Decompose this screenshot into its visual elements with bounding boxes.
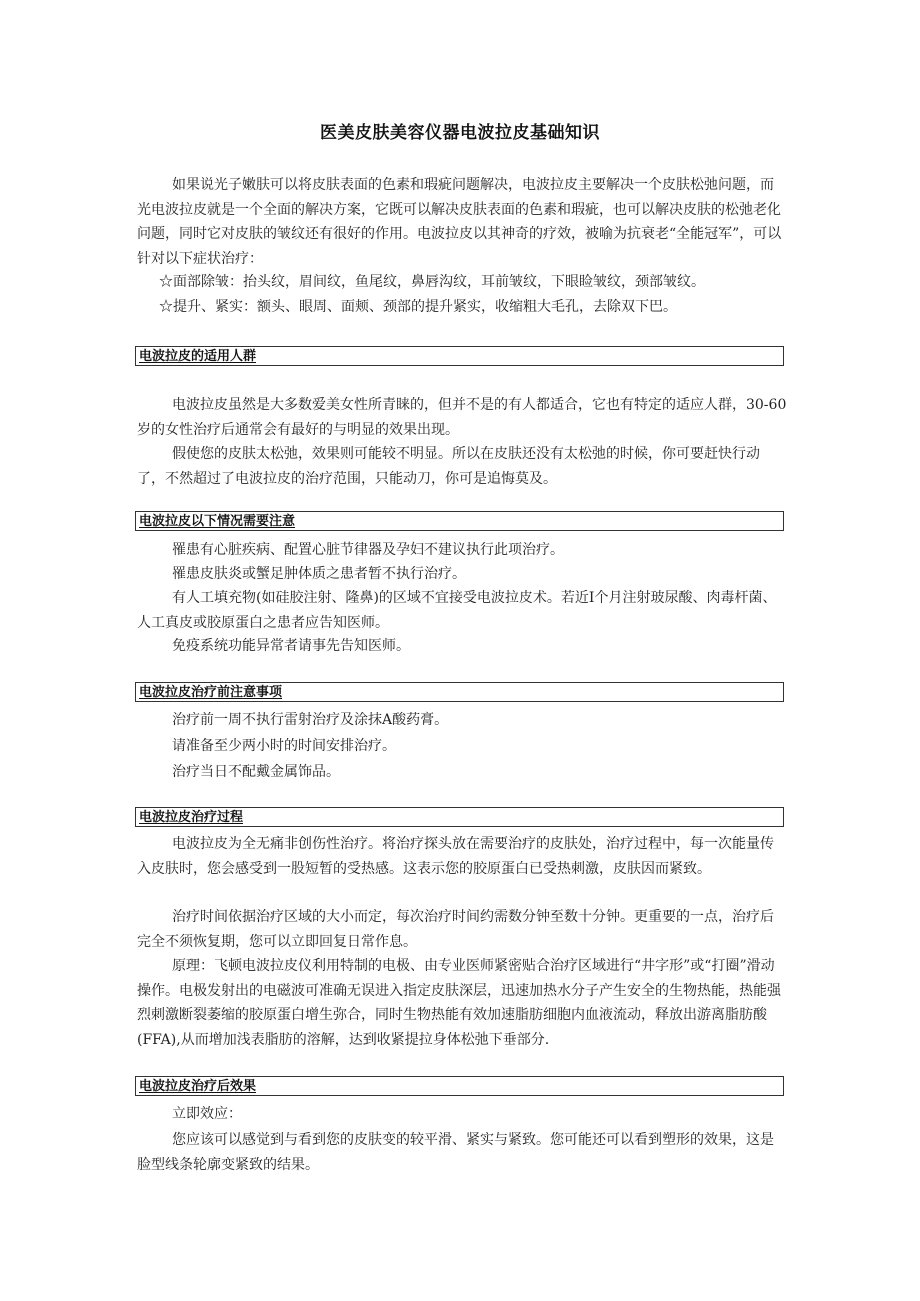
section-paragraph: 罹患皮肤炎或蟹足肿体质之患者暂不执行治疗。 bbox=[172, 566, 466, 582]
section-paragraph: 治疗当日不配戴金属饰品。 bbox=[172, 764, 340, 780]
section-heading: 电波拉皮以下情况需要注意 bbox=[139, 514, 296, 529]
section-paragraph: 您应该可以感觉到与看到您的皮肤变的较平滑、紧实与紧致。您可能还可以看到塑形的效果，这是脸型线条轮廓变紧致的结果。 bbox=[137, 1132, 774, 1173]
section-heading: 电波拉皮治疗过程 bbox=[139, 810, 244, 825]
section-heading-box bbox=[135, 346, 784, 366]
section-heading: 电波拉皮的适用人群 bbox=[139, 349, 257, 364]
section-heading-box bbox=[135, 682, 784, 702]
section-paragraph: 电波拉皮为全无痛非创伤性治疗。将治疗探头放在需要治疗的皮肤处，治疗过程中，每一次能量传入皮肤时，您会感受到一股短暂的受热感。这表示您的胶原蛋白已受热刺激，皮肤因而紧致。 bbox=[137, 836, 774, 877]
intro-bullet-wrinkles: ☆面部除皱：抬头纹，眉间纹，鱼尾纹，鼻唇沟纹，耳前皱纹，下眼睑皱纹，颈部皱纹。 bbox=[159, 274, 705, 290]
section-paragraph: 治疗前一周不执行雷射治疗及涂抹A酸药膏。 bbox=[172, 712, 449, 728]
intro-bullet-lifting: ☆提升、紧实：额头、眼周、面颊、颈部的提升紧实，收缩粗大毛孔，去除双下巴。 bbox=[159, 299, 677, 315]
section-heading-box bbox=[135, 807, 784, 827]
section-paragraph: 立即效应： bbox=[172, 1106, 242, 1122]
section-paragraph: 假使您的皮肤太松弛，效果则可能较不明显。所以在皮肤还没有太松弛的时候，你可要赶快行动了，不然超过了电波拉皮的治疗范围，只能动刀，你可是追悔莫及。 bbox=[137, 446, 760, 487]
section-paragraph: 免疫系统功能异常者请事先告知医师。 bbox=[172, 638, 410, 654]
section-paragraph: 罹患有心脏疾病、配置心脏节律器及孕妇不建议执行此项治疗。 bbox=[172, 542, 564, 558]
section-heading-box bbox=[135, 1076, 784, 1096]
section-paragraph: 治疗时间依据治疗区域的大小而定，每次治疗时间约需数分钟至数十分钟。更重要的一点，治疗后完全不须恢复期，您可以立即回复日常作息。 bbox=[137, 909, 774, 950]
document-title: 医美皮肤美容仪器电波拉皮基础知识 bbox=[320, 123, 600, 143]
section-paragraph: 电波拉皮虽然是大多数爱美女性所青睐的，但并不是的有人都适合，它也有特定的适应人群，30-60岁的女性治疗后通常会有最好的与明显的效果出现。 bbox=[137, 397, 787, 438]
section-heading-box bbox=[135, 511, 784, 531]
section-paragraph: 原理：飞顿电波拉皮仪利用特制的电极、由专业医师紧密贴合治疗区域进行“井字形”或“打圈”滑动操作。电极发射出的电磁波可准确无误进入指定皮肤深层，迅速加热水分子产生安全的生物热能，热能强烈刺激断裂萎缩的胶原蛋白增生弥合，同时生物热能有效加速脂肪细胞内血液流动，释放出游离脂肪酸(FFA),从而增加浅表脂肪的溶解，达到收紧提拉身体松弛下垂部分. bbox=[137, 958, 781, 1048]
section-heading: 电波拉皮治疗前注意事项 bbox=[139, 685, 283, 700]
section-paragraph: 请准备至少两小时的时间安排治疗。 bbox=[172, 738, 396, 754]
section-paragraph: 有人工填充物(如硅胶注射、隆鼻)的区域不宜接受电波拉皮术。若近I个月注射玻尿酸、肉毒杆菌、人工真皮或胶原蛋白之患者应告知医师。 bbox=[137, 590, 777, 631]
intro-paragraph: 如果说光子嫩肤可以将皮肤表面的色素和瑕疵问题解决，电波拉皮主要解决一个皮肤松弛问题，而光电波拉皮就是一个全面的解决方案，它既可以解决皮肤表面的色素和瑕疵，也可以解决皮肤的松弛老化问题，同时它对皮肤的皱纹还有很好的作用。电波拉皮以其神奇的疗效，被喻为抗衰老“全能冠军”，可以针对以下症状治疗： bbox=[137, 177, 782, 267]
section-heading: 电波拉皮治疗后效果 bbox=[139, 1079, 257, 1094]
